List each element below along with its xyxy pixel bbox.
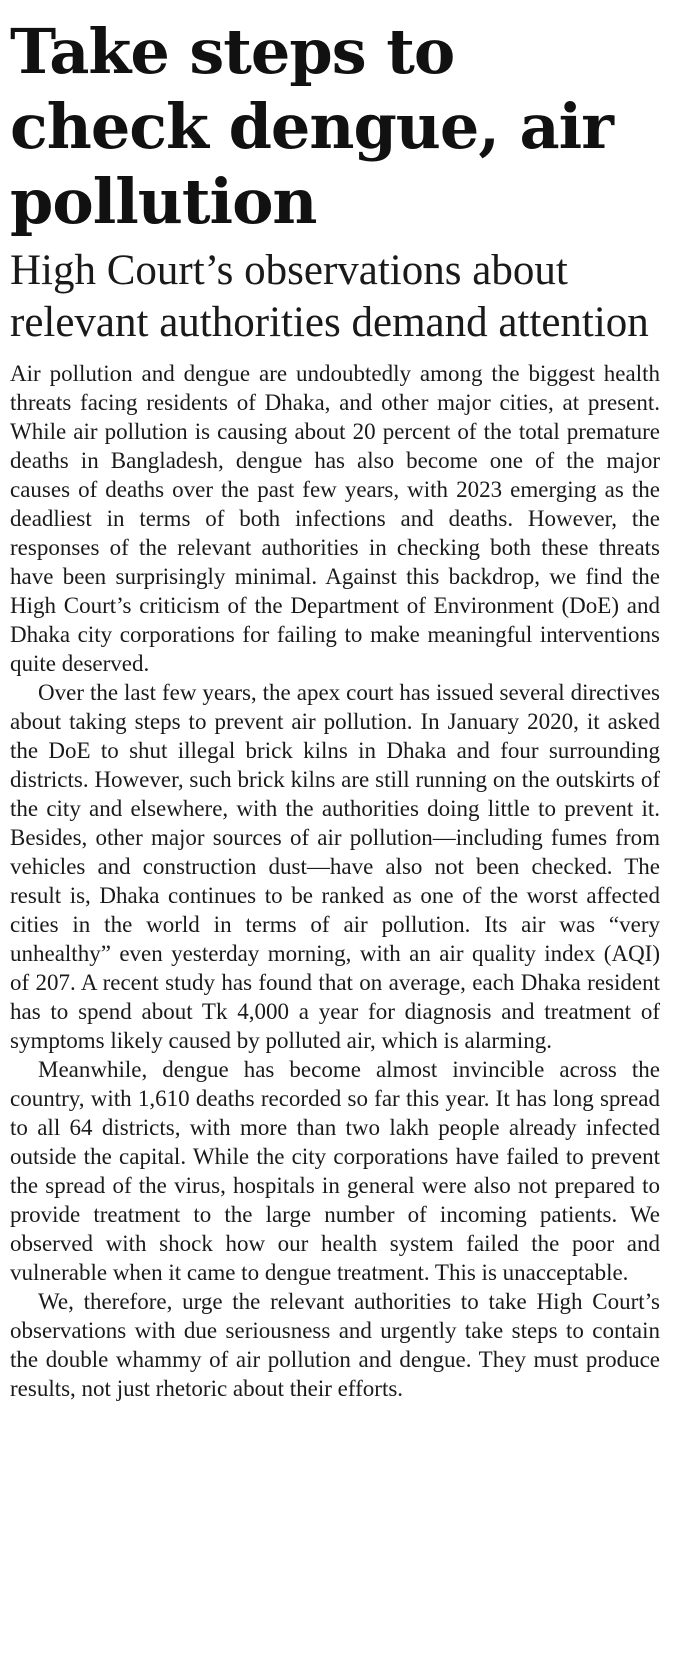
subheadline: High Court’s observations about relevant authorities demand attention <box>10 247 649 346</box>
paragraph: Meanwhile, dengue has become almost invincible across the country, with 1,610 deaths recorded so far this year. It has long spread to all 64 districts, with more than two lakh people already infected outside the capital. While the city corporations have failed to prevent the spread of the virus, hospitals in general were also not prepared to provide treatment to the large number of incoming patients. We observed with shock how our health system failed the poor and vulnerable when it came to dengue treatment. This is unacceptable. <box>10 1057 660 1285</box>
headline: Take steps to check dengue, air pollution <box>10 15 613 238</box>
article-body <box>10 359 660 1403</box>
paragraph: Air pollution and dengue are undoubtedly among the biggest health threats facing residents of Dhaka, and other major cities, at present. While air pollution is causing about 20 percent of the total premature deaths in Bangladesh, dengue has also become one of the major causes of deaths over the past few years, with 2023 emerging as the deadliest in terms of both infections and deaths. However, the responses of the relevant authorities in checking both these threats have been surprisingly minimal. Against this backdrop, we find the High Court’s criticism of the Department of Environment (DoE) and Dhaka city corporations for failing to make meaningful interventions quite deserved. <box>10 361 660 676</box>
paragraph: Over the last few years, the apex court has issued several directives about taking steps to prevent air pollution. In January 2020, it asked the DoE to shut illegal brick kilns in Dhaka and four surrounding districts. However, such brick kilns are still running on the outskirts of the city and elsewhere, with the authorities doing little to prevent it. Besides, other major sources of air pollution—including fumes from vehicles and construction dust—have also not been checked. The result is, Dhaka continues to be ranked as one of the worst affected cities in the world in terms of air pollution. Its air was “very unhealthy” even yesterday morning, with an air quality index (AQI) of 207. A recent study has found that on average, each Dhaka resident has to spend about Tk 4,000 a year for diagnosis and treatment of symptoms likely caused by polluted air, which is alarming. <box>10 680 660 1053</box>
paragraph: We, therefore, urge the relevant authorities to take High Court’s observations with due seriousness and urgently take steps to contain the double whammy of air pollution and dengue. They must produce results, not just rhetoric about their efforts. <box>10 1289 660 1401</box>
